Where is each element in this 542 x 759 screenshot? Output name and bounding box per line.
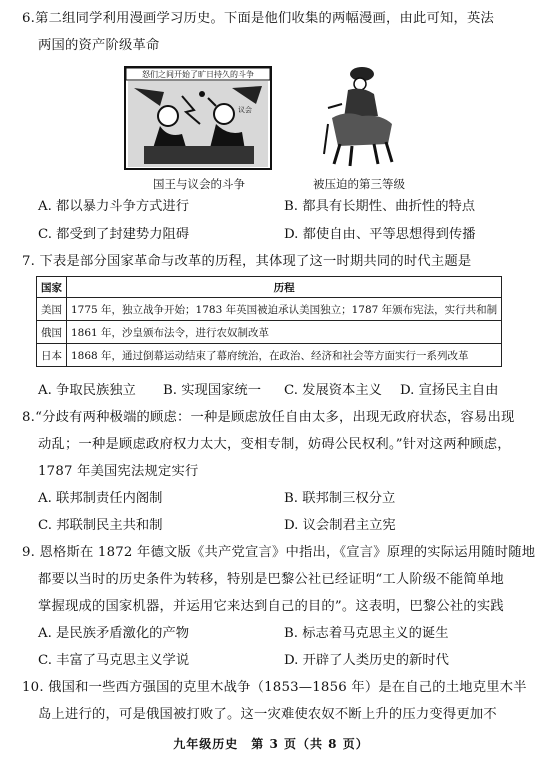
table-cell-history: 1775 年，独立战争开始；1783 年英国被迫承认美国独立；1787 年颁布宪法，实行共和制: [67, 298, 502, 321]
q7-option-a[interactable]: A. 争取民族独立: [38, 383, 136, 398]
q8-stem-line3: 1787 年美国宪法规定实行: [38, 464, 199, 479]
q8-stem-line2: 动乱；一种是顾虑政府权力太大，变相专制，妨碍公民权利。”针对这两种顾虑，: [38, 437, 511, 452]
q7-option-b[interactable]: B. 实现国家统一: [163, 383, 262, 398]
q6-stem-line1: 6.第二组同学利用漫画学习历史。下面是他们收集的两幅漫画，由此可知，英法: [22, 11, 494, 26]
q10-stem-line1: 10. 俄国和一些西方强国的克里木战争（1853—1856 年）是在自己的土地克里木半: [22, 680, 527, 695]
table-cell-country: 俄国: [37, 321, 67, 344]
q9-stem-line3: 掌握现成的国家机器，并运用它来达到自己的目的”。这表明，巴黎公社的实践: [38, 599, 504, 614]
table-cell-country: 美国: [37, 298, 67, 321]
q9-option-a[interactable]: A. 是民族矛盾激化的产物: [38, 626, 190, 641]
q6-option-a[interactable]: A. 都以暴力斗争方式进行: [38, 199, 190, 214]
q9-option-b[interactable]: B. 标志着马克思主义的诞生: [284, 626, 449, 641]
cartoon2-caption: 被压迫的第三等级: [313, 177, 405, 191]
q7-stem: 7. 下表是部分国家革命与改革的历程，其体现了这一时期共同的时代主题是: [22, 254, 472, 269]
q7-history-table: [36, 276, 502, 367]
table-row: [37, 344, 502, 367]
q8-option-c[interactable]: C. 邦联制民主共和制: [38, 518, 163, 533]
q9-stem-line2: 都要以当时的历史条件为转移，特别是巴黎公社已经证明“工人阶级不能简单地: [38, 572, 504, 587]
q9-option-c[interactable]: C. 丰富了马克思主义学说: [38, 653, 190, 668]
page-footer: 九年级历史 第 3 页（共 8 页）: [173, 737, 369, 751]
cartoon-king-vs-parliament: [124, 66, 272, 170]
q7-option-d[interactable]: D. 宣扬民主自由: [400, 383, 499, 398]
table-header-history: 历程: [67, 277, 502, 298]
table-row: [37, 321, 502, 344]
q6-stem-line2: 两国的资产阶级革命: [38, 38, 160, 53]
q8-option-a[interactable]: A. 联邦制责任内阁制: [38, 491, 163, 506]
q9-option-d[interactable]: D. 开辟了人类历史的新时代: [284, 653, 449, 668]
q6-option-c[interactable]: C. 都受到了封建势力阻碍: [38, 227, 190, 242]
q10-stem-line2: 岛上进行的，可是俄国被打败了。这一灾难使农奴不断上升的压力变得更加不: [38, 707, 497, 722]
cartoon-third-estate: [322, 64, 400, 168]
q6-option-b[interactable]: B. 都具有长期性、曲折性的特点: [284, 199, 476, 214]
svg-text:议会: 议会: [238, 106, 252, 114]
q6-option-d[interactable]: D. 都使自由、平等思想得到传播: [284, 227, 476, 242]
table-header-row: [37, 277, 502, 298]
q8-option-d[interactable]: D. 议会制君主立宪: [284, 518, 396, 533]
table-cell-history: 1868 年，通过倒幕运动结束了幕府统治，在政治、经济和社会等方面实行一系列改革: [67, 344, 502, 367]
table-row: [37, 298, 502, 321]
table-header-country: 国家: [37, 277, 67, 298]
q8-option-b[interactable]: B. 联邦制三权分立: [284, 491, 396, 506]
table-cell-history: 1861 年，沙皇颁布法令，进行农奴制改革: [67, 321, 502, 344]
q9-stem-line1: 9. 恩格斯在 1872 年德文版《共产党宣言》中指出，《宣言》原理的实际运用随时随地: [22, 545, 536, 560]
table-cell-country: 日本: [37, 344, 67, 367]
cartoon-banner-text: 怒们之间开始了旷日持久的斗争: [142, 70, 254, 79]
q7-option-c[interactable]: C. 发展资本主义: [284, 383, 382, 398]
cartoon1-caption: 国王与议会的斗争: [153, 177, 245, 191]
q8-stem-line1: 8.“分歧有两种极端的顾虑：一种是顾虑放任自由太多，出现无政府状态，容易出现: [22, 410, 515, 425]
